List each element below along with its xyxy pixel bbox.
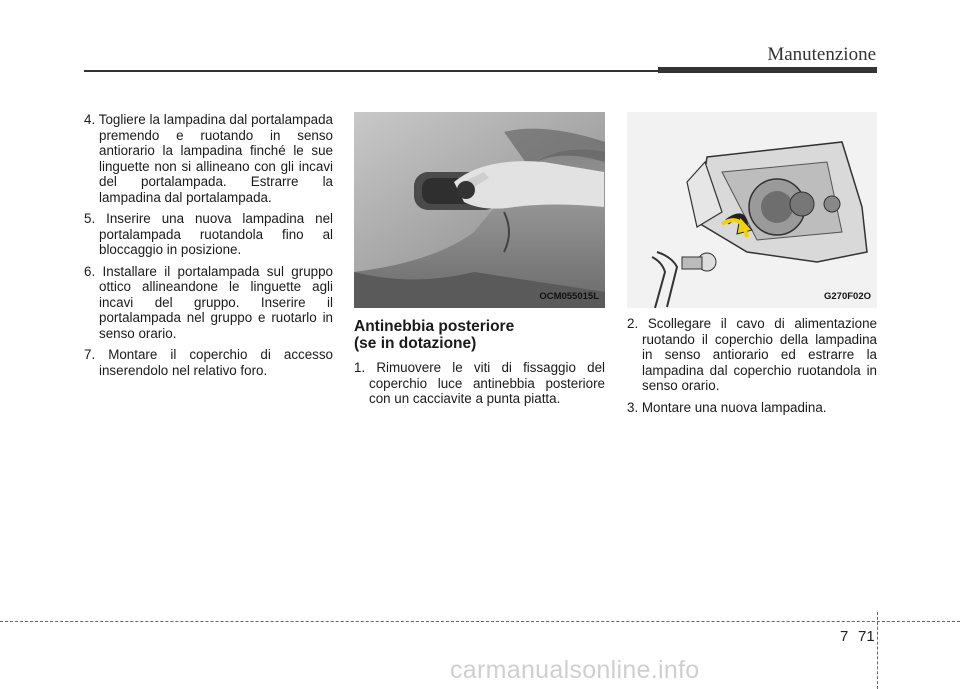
figure-code-g270f02o: G270F02O xyxy=(824,290,871,302)
page-number: 71 xyxy=(858,628,875,645)
section-heading-line1: Antinebbia posteriore xyxy=(354,318,515,335)
step-5: 5. Inserire una nuova lampadina nel portalampada ruotandola fino al bloccaggio in posizione. xyxy=(84,211,333,257)
step-7: 7. Montare il coperchio di accesso inserendolo nel relativo foro. xyxy=(84,347,333,378)
step-6: 6. Installare il portalampada sul gruppo ottico allineandone le linguette agli incavi del gruppo. Inserire il portalampada nel gruppo e ruotarlo in senso orario. xyxy=(84,263,333,341)
column-3 xyxy=(627,112,877,421)
section-heading xyxy=(354,318,605,352)
step-4: 4. Togliere la lampadina dal portalampada premendo e ruotando in senso antiorario la lampadina finché le sue linguette non si allineano con gli incavi del portalampada. Estrarre la lampadina dal portalampada. xyxy=(84,112,333,205)
column-1 xyxy=(84,112,333,384)
step-3: 3. Montare una nuova lampadina. xyxy=(627,399,827,415)
footer-vertical-rule xyxy=(877,612,878,689)
step-2: 2. Scollegare il cavo di alimentazione ruotando il coperchio della lampadina in senso antiorario ed estrarre la lampadina dal coperchio ruotandola in senso orario. xyxy=(627,316,877,393)
header-rule-accent xyxy=(658,67,877,73)
bumper-hand-illustration xyxy=(354,112,605,308)
figure-code-ocm055015l: OCM055015L xyxy=(539,290,599,302)
rear-fog-lamp-photo xyxy=(354,112,605,308)
lamp-assembly-illustration xyxy=(627,112,877,308)
section-heading-line2: (se in dotazione) xyxy=(354,335,477,352)
chapter-number: 7 xyxy=(840,628,849,645)
watermark-text: carmanualsonline.info xyxy=(450,656,700,684)
page-header-title: Manutenzione xyxy=(767,44,876,65)
step-1: 1. Rimuovere le viti di fissaggio del coperchio luce antinebbia posteriore con un cacciavite a punta piatta. xyxy=(354,360,605,406)
fog-lamp-bulb-diagram xyxy=(627,112,877,308)
footer-dashed-rule xyxy=(0,621,960,622)
column-2 xyxy=(354,112,605,413)
